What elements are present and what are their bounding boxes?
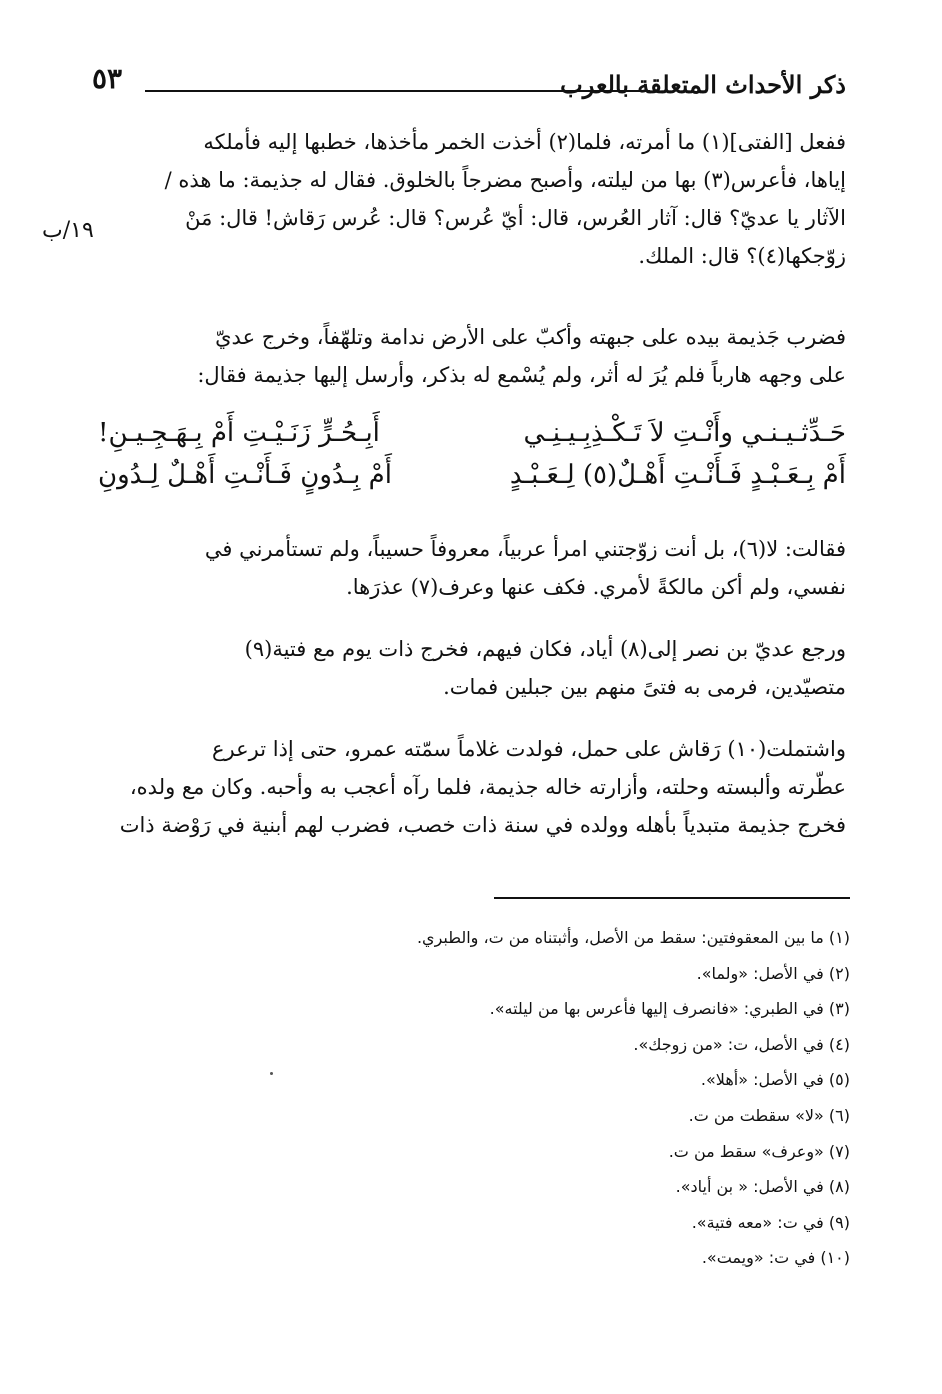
paragraph-2 [98, 318, 846, 394]
verse-line-1 [98, 418, 846, 458]
footnote: (٢) في الأصل: «ولما». [696, 963, 850, 983]
footnote: (٤) في الأصل، ت: «من زوجك». [633, 1034, 850, 1054]
text-line: عطّرته وألبسته وحلته، وأزارته خاله جذيمة، فلما رآه أعجب به وأحبه. وكان مع ولده، [129, 775, 846, 799]
page-number: ٥٣ [92, 62, 123, 95]
text-line: الآثار يا عديّ؟ قال: آثار العُرس، قال: أيّ عُرس؟ قال: عُرس رَقاش! قال: مَنْ [185, 206, 846, 230]
footnote: (١) ما بين المعقوفتين: سقط من الأصل، وأثبتناه من ت، والطبري. [416, 928, 850, 947]
paragraph-1 [98, 123, 846, 275]
verse-line-2 [98, 460, 846, 500]
footnote: (٧) «وعرف» سقط من ت. [668, 1141, 850, 1161]
paragraph-5 [98, 730, 846, 844]
footnote: (٦) «لا» سقطت من ت. [688, 1105, 850, 1125]
verse-second-hemistich: أَبِـحُـرٍّ زَنَـيْـتِ أَمْ بِـهَـجِـيـنِ! [98, 418, 380, 448]
footnote: (٩) في ت: «معه فتية». [691, 1212, 850, 1232]
footnote: (١٠) في ت: «ويمت». [701, 1248, 850, 1268]
footnote: (٣) في الطبري: «فانصرف إليها فأعرس بها من ليلته». [489, 999, 850, 1019]
text-line: على وجهه هارباً فلم يُرَ له أثر، ولم يُسْمع له بذكر، وأرسل إليها جذيمة فقال: [197, 363, 846, 387]
scan-speck [270, 1072, 273, 1075]
text-line: ففعل [الفتى](١) ما أمرته، فلما(٢) أخذت الخمر مأخذها، خطبها إليه فأملكه [203, 130, 846, 154]
footnotes [70, 920, 850, 1276]
text-line: فضرب جَذيمة بيده على جبهته وأكبّ على الأرض ندامة وتلهّفاً، وخرج عديّ [215, 325, 846, 349]
text-line: زوّجكها(٤)؟ قال: الملك. [638, 244, 846, 268]
footnote: (٥) في الأصل: «أهلا». [700, 1070, 850, 1090]
text-line: متصيّدين، فرمى به فتىً منهم بين جبلين فمات. [443, 675, 846, 699]
footnote-separator [494, 897, 850, 899]
verse-first-hemistich: أَمْ بِـعَـبْـدٍ فَـأَنْـتِ أَهْـلٌ(٥) لِـعَـبْـدٍ [509, 460, 846, 490]
margin-folio-note: ١٩/ب [42, 218, 94, 243]
text-line: فخرج جذيمة متبدياً بأهله وولده في سنة ذات خصب، فضرب لهم أبنية في رَوْضة ذات [119, 813, 846, 837]
paragraph-3 [98, 530, 846, 606]
running-header-title: ذكر الأحداث المتعلقة بالعرب [560, 70, 846, 99]
text-line: ورجع عديّ بن نصر إلى(٨) أياد، فكان فيهم، فخرج ذات يوم مع فتية(٩) [244, 637, 846, 661]
verse-first-hemistich: حَـدِّثـيـنـي وأَنْـتِ لاَ تَـكْـذِبِـيـنِـي [523, 418, 846, 448]
text-line: نفسي، ولم أكن مالكةً لأمري. فكف عنها وعرف(٧) عذرَها. [346, 575, 846, 599]
footnote: (٨) في الأصل: « بن أياد». [675, 1177, 850, 1197]
text-line: إياها، فأعرس(٣) بها من ليلته، وأصبح مضرجاً بالخلوق. فقال له جذيمة: ما هذه / [164, 168, 846, 192]
text-line: واشتملت(١٠) رَقاش على حمل، فولدت غلاماً سمّته عمرو، حتى إذا ترعرع [211, 737, 846, 761]
paragraph-4 [98, 630, 846, 706]
verse-second-hemistich: أَمْ بِـدُونٍ فَـأَنْـتِ أَهْـلٌ لِـدُونِ [98, 460, 392, 490]
header-rule [145, 90, 650, 92]
text-line: فقالت: لا(٦)، بل أنت زوّجتني امرأ عربياً، معروفاً حسيباً، ولم تستأمرني في [204, 537, 846, 561]
